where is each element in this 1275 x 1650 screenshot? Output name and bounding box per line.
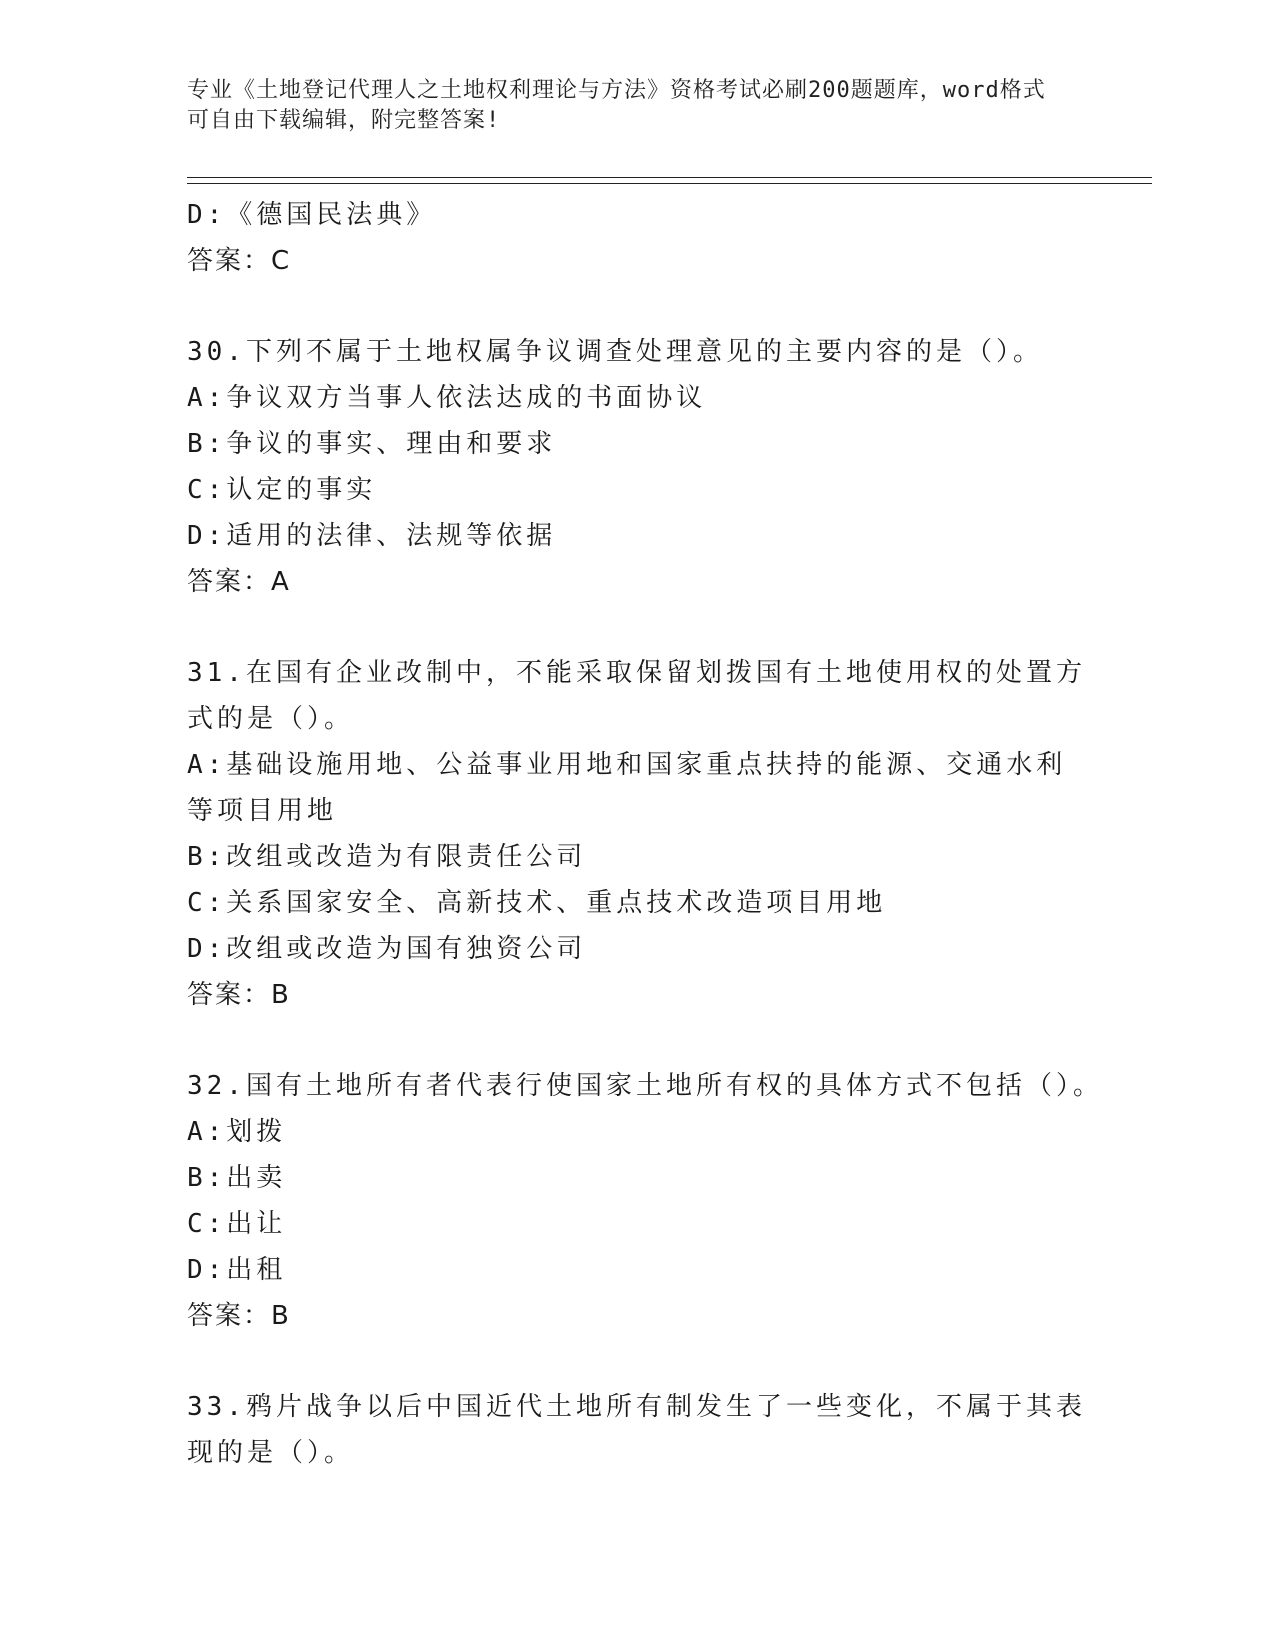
option-c: C:出让: [187, 1209, 287, 1239]
header-rule-bottom: [187, 183, 1152, 184]
option-a: A:争议双方当事人依法达成的书面协议: [187, 383, 707, 413]
option-a: A:基础设施用地、公益事业用地和国家重点扶持的能源、交通水利等项目用地: [187, 750, 1067, 826]
option-d: D:《德国民法典》: [187, 200, 437, 230]
option-c: C:认定的事实: [187, 475, 377, 505]
answer-line: 答案：A: [187, 567, 291, 597]
answer-line: 答案：C: [187, 246, 292, 276]
document-body: [187, 192, 1103, 1476]
option-b: B:改组或改造为有限责任公司: [187, 842, 587, 872]
answer-line: 答案：B: [187, 1301, 291, 1331]
question-stem-31: 31.在国有企业改制中，不能采取保留划拨国有土地使用权的处置方式的是（）。: [187, 658, 1086, 734]
option-b: B:出卖: [187, 1163, 287, 1193]
document-header: 专业《土地登记代理人之土地权利理论与方法》资格考试必刷200题题库，word格式可自由下载编辑，附完整答案!: [187, 78, 1046, 133]
option-d: D:改组或改造为国有独资公司: [187, 934, 587, 964]
question-stem-33: 33.鸦片战争以后中国近代土地所有制发生了一些变化，不属于其表现的是（）。: [187, 1392, 1086, 1468]
option-c: C:关系国家安全、高新技术、重点技术改造项目用地: [187, 888, 887, 918]
header-rule-top: [187, 177, 1152, 178]
option-d: D:适用的法律、法规等依据: [187, 521, 557, 551]
answer-line: 答案：B: [187, 980, 291, 1010]
option-d: D:出租: [187, 1255, 287, 1285]
question-stem-30: 30.下列不属于土地权属争议调查处理意见的主要内容的是（）。: [187, 337, 1043, 367]
option-a: A:划拨: [187, 1117, 287, 1147]
question-stem-32: 32.国有土地所有者代表行使国家土地所有权的具体方式不包括（）。: [187, 1071, 1103, 1101]
option-b: B:争议的事实、理由和要求: [187, 429, 557, 459]
